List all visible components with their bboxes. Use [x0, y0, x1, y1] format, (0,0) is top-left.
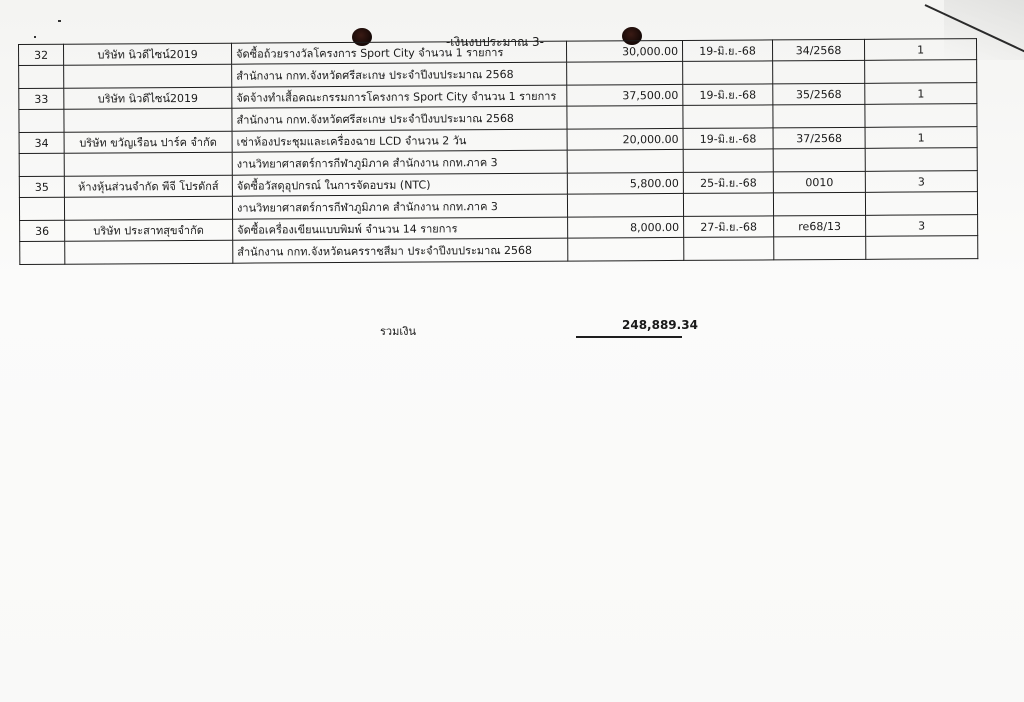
row-number: 33 [19, 88, 64, 109]
department-description: งานวิทยาศาสตร์การกีฬาภูมิภาค สำนักงาน กกท.ภาค 3 [232, 194, 567, 219]
scan-speck [58, 20, 61, 22]
amount-cell: 5,800.00 [567, 172, 683, 194]
item-description: เช่าห้องประชุมและเครื่องฉาย LCD จำนวน 2 วัน [232, 129, 567, 152]
department-description: สำนักงาน กกท.จังหวัดศรีสะเกษ ประจำปีงบประมาณ 2568 [232, 106, 567, 131]
empty-cell [64, 152, 232, 176]
empty-cell [20, 241, 65, 264]
quantity-cell: 3 [865, 171, 977, 193]
date-cell: 19-มิ.ย.-68 [683, 128, 773, 150]
total-value: 248,889.34 [622, 318, 698, 332]
empty-cell [683, 61, 773, 85]
vendor-name: บริษัท ขวัญเรือน ปาร์ค จำกัด [64, 131, 232, 153]
empty-cell [865, 104, 977, 128]
empty-cell [865, 60, 977, 84]
amount-cell: 30,000.00 [566, 40, 682, 62]
amount-cell: 8,000.00 [568, 216, 684, 238]
row-number: 36 [20, 220, 65, 241]
empty-cell [19, 65, 64, 88]
ledger-sheet [18, 38, 978, 318]
date-cell: 19-มิ.ย.-68 [683, 84, 773, 106]
date-cell: 19-มิ.ย.-68 [682, 40, 772, 62]
empty-cell [774, 236, 866, 260]
date-cell: 25-มิ.ย.-68 [683, 172, 773, 194]
empty-cell [773, 104, 865, 128]
empty-cell [865, 148, 977, 172]
empty-cell [683, 149, 773, 173]
vendor-name: บริษัท นิวดีไซน์2019 [64, 43, 232, 65]
empty-cell [64, 64, 232, 88]
total-underline [576, 336, 682, 338]
empty-cell [567, 105, 683, 129]
date-cell: 27-มิ.ย.-68 [684, 216, 774, 238]
department-description: งานวิทยาศาสตร์การกีฬาภูมิภาค สำนักงาน กกท.ภาค 3 [232, 150, 567, 175]
document-number: re68/13 [774, 215, 866, 237]
total-section [380, 318, 700, 342]
procurement-table [18, 38, 978, 265]
empty-cell [683, 193, 773, 217]
amount-cell: 37,500.00 [567, 84, 683, 106]
quantity-cell: 3 [866, 215, 978, 237]
row-number: 34 [19, 132, 64, 153]
quantity-cell: 1 [865, 83, 977, 105]
department-description: สำนักงาน กกท.จังหวัดศรีสะเกษ ประจำปีงบประมาณ 2568 [232, 62, 567, 87]
vendor-name: บริษัท ประสาทสุขจำกัด [65, 219, 233, 241]
table-subrow [20, 236, 978, 265]
empty-cell [773, 148, 865, 172]
vendor-name: บริษัท นิวดีไซน์2019 [64, 87, 232, 109]
item-description: จัดจ้างทำเสื้อคณะกรรมการโครงการ Sport City จำนวน 1 รายการ [232, 85, 567, 108]
empty-cell [19, 197, 64, 220]
row-number: 32 [19, 44, 64, 65]
document-number: 35/2568 [773, 83, 865, 105]
vendor-name: ห้างหุ้นส่วนจำกัด พีจี โปรดักส์ [64, 175, 232, 197]
empty-cell [19, 109, 64, 132]
empty-cell [64, 108, 232, 132]
page-header: -เงินงบประมาณ 3- [445, 35, 545, 49]
item-description: จัดซื้อถ้วยรางวัลโครงการ Sport City จำนวน 1 รายการ [231, 41, 566, 64]
item-description: จัดซื้อวัสดุอุปกรณ์ ในการจัดอบรม (NTC) [232, 173, 567, 196]
empty-cell [773, 192, 865, 216]
empty-cell [865, 192, 977, 216]
item-description: จัดซื้อเครื่องเขียนแบบพิมพ์ จำนวน 14 รายการ [233, 217, 568, 240]
empty-cell [866, 236, 978, 260]
document-number: 0010 [773, 171, 865, 193]
empty-cell [65, 240, 233, 264]
empty-cell [683, 105, 773, 129]
empty-cell [567, 149, 683, 173]
empty-cell [567, 61, 683, 85]
row-number: 35 [19, 176, 64, 197]
empty-cell [64, 196, 232, 220]
empty-cell [773, 60, 865, 84]
document-number: 37/2568 [773, 127, 865, 149]
empty-cell [567, 193, 683, 217]
empty-cell [568, 237, 684, 261]
amount-cell: 20,000.00 [567, 128, 683, 150]
quantity-cell: 1 [865, 127, 977, 149]
quantity-cell: 1 [864, 39, 976, 61]
empty-cell [684, 237, 774, 261]
scan-speck [34, 36, 36, 38]
total-label: รวมเงิน [380, 325, 416, 338]
empty-cell [19, 153, 64, 176]
document-number: 34/2568 [772, 39, 864, 61]
department-description: สำนักงาน กกท.จังหวัดนครราชสีมา ประจำปีงบประมาณ 2568 [233, 238, 568, 263]
